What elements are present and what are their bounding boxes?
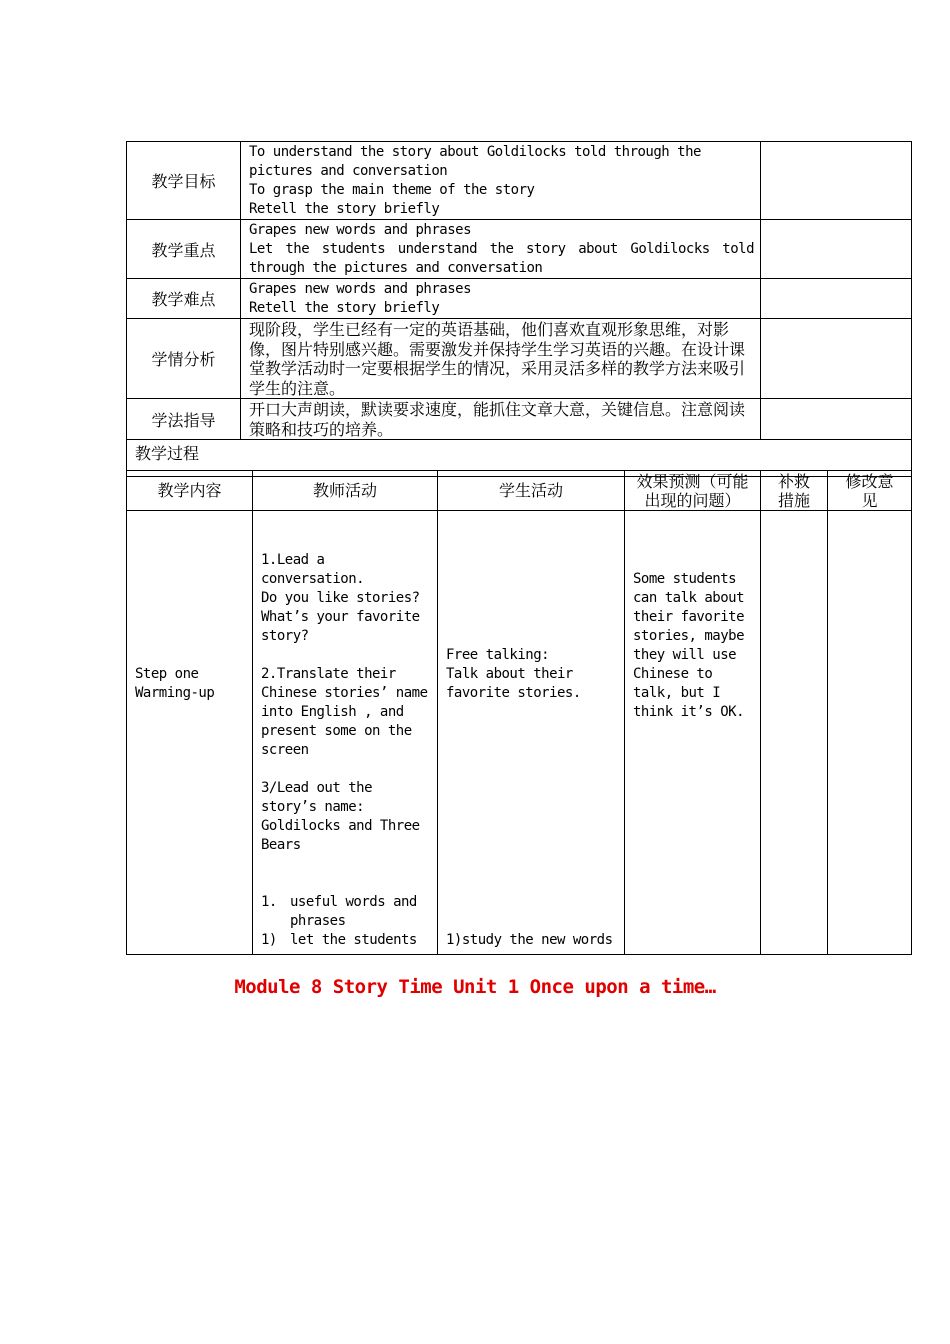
teacher-list-item: [261, 893, 433, 931]
header-effect-line: 效果预测（可能: [636, 471, 749, 491]
header-teacher: 教师活动: [253, 471, 438, 511]
key-point-line: Grapes new words and phrases: [249, 222, 472, 238]
objective-line: Retell the story briefly: [249, 201, 440, 217]
analysis-label: 学情分析: [127, 319, 241, 399]
difficulties-content: [241, 279, 761, 319]
key-points-notes: [761, 220, 912, 279]
difficulty-line: Grapes new words and phrases: [249, 281, 472, 297]
header-content: 教学内容: [127, 471, 253, 511]
teacher-item: 2.Translate their Chinese stories’ name into English , and present some on the screen: [261, 666, 428, 758]
step-line: Warming-up: [135, 685, 215, 701]
key-point-line: Let the students understand the story about Goldilocks told through the pictures and conversation: [249, 241, 754, 276]
guidance-content: 开口大声朗读，默读要求速度，能抓住文章大意，关键信息。注意阅读策略和技巧的培养。: [241, 399, 761, 440]
difficulties-notes: [761, 279, 912, 319]
objectives-label: 教学目标: [127, 142, 241, 220]
guidance-row: [127, 399, 912, 440]
analysis-content: 现阶段，学生已经有一定的英语基础，他们喜欢直观形象思维，对影像，图片特别感兴趣。需要激发并保持学生学习英语的兴趣。在设计课堂教学活动时一定要根据学生的情况，采用灵活多样的教学方法来吸引学生的注意。: [241, 319, 761, 399]
objectives-row: [127, 142, 912, 220]
key-points-content: [241, 220, 761, 279]
guidance-notes: [761, 399, 912, 440]
process-header-row: [127, 471, 912, 511]
student-line: 1)study the new words: [446, 932, 613, 948]
header-remedy-line: 措施: [777, 490, 810, 510]
student-line: Talk about their favorite stories.: [446, 666, 581, 701]
analysis-row: [127, 319, 912, 399]
list-number: 1.: [261, 894, 277, 910]
step-cell: [127, 511, 253, 955]
list-number: 1): [261, 932, 277, 948]
guidance-label: 学法指导: [127, 399, 241, 440]
lesson-overview-table: [126, 141, 912, 477]
header-student: 学生活动: [438, 471, 625, 511]
teacher-item: 3/Lead out the story’s name: Goldilocks and Three Bears: [261, 780, 420, 853]
process-body-row: [127, 511, 912, 955]
teacher-list-item: [261, 931, 433, 950]
process-title: 教学过程: [127, 440, 912, 477]
teaching-process-table: [126, 470, 912, 955]
revision-cell: [828, 511, 912, 955]
objective-line: To understand the story about Goldilocks told through the: [249, 144, 701, 160]
objective-line: pictures and conversation: [249, 163, 448, 179]
header-remedy: [761, 471, 828, 511]
teacher-item: Do you like stories? What’s your favorite story?: [261, 590, 420, 644]
objectives-notes: [761, 142, 912, 220]
difficulty-line: Retell the story briefly: [249, 300, 440, 316]
step-line: Step one: [135, 666, 199, 682]
list-text: let the students: [290, 932, 417, 948]
teacher-activity-cell: [253, 511, 438, 955]
analysis-notes: [761, 319, 912, 399]
list-text: useful words and phrases: [290, 894, 417, 929]
key-points-row: [127, 220, 912, 279]
key-points-label: 教学重点: [127, 220, 241, 279]
header-effect-line: 出现的问题）: [644, 490, 741, 510]
header-revision: [828, 471, 912, 511]
student-activity-cell: [438, 511, 625, 955]
remedy-cell: [761, 511, 828, 955]
header-remedy-line: 补救: [777, 471, 810, 491]
teacher-item: 1.Lead a conversation.: [261, 552, 365, 587]
document-title: Module 8 Story Time Unit 1 Once upon a time…: [234, 976, 716, 998]
objective-line: To grasp the main theme of the story: [249, 182, 535, 198]
header-revision-line: 修改意: [845, 471, 894, 491]
difficulties-label: 教学难点: [127, 279, 241, 319]
header-effect: [625, 471, 761, 511]
effect-prediction-cell: Some students can talk about their favorite stories, maybe they will use Chinese to talk, but I think it’s OK.: [625, 511, 761, 955]
objectives-content: [241, 142, 761, 220]
difficulties-row: [127, 279, 912, 319]
header-revision-line: 见: [861, 490, 878, 510]
student-line: Free talking:: [446, 647, 550, 663]
